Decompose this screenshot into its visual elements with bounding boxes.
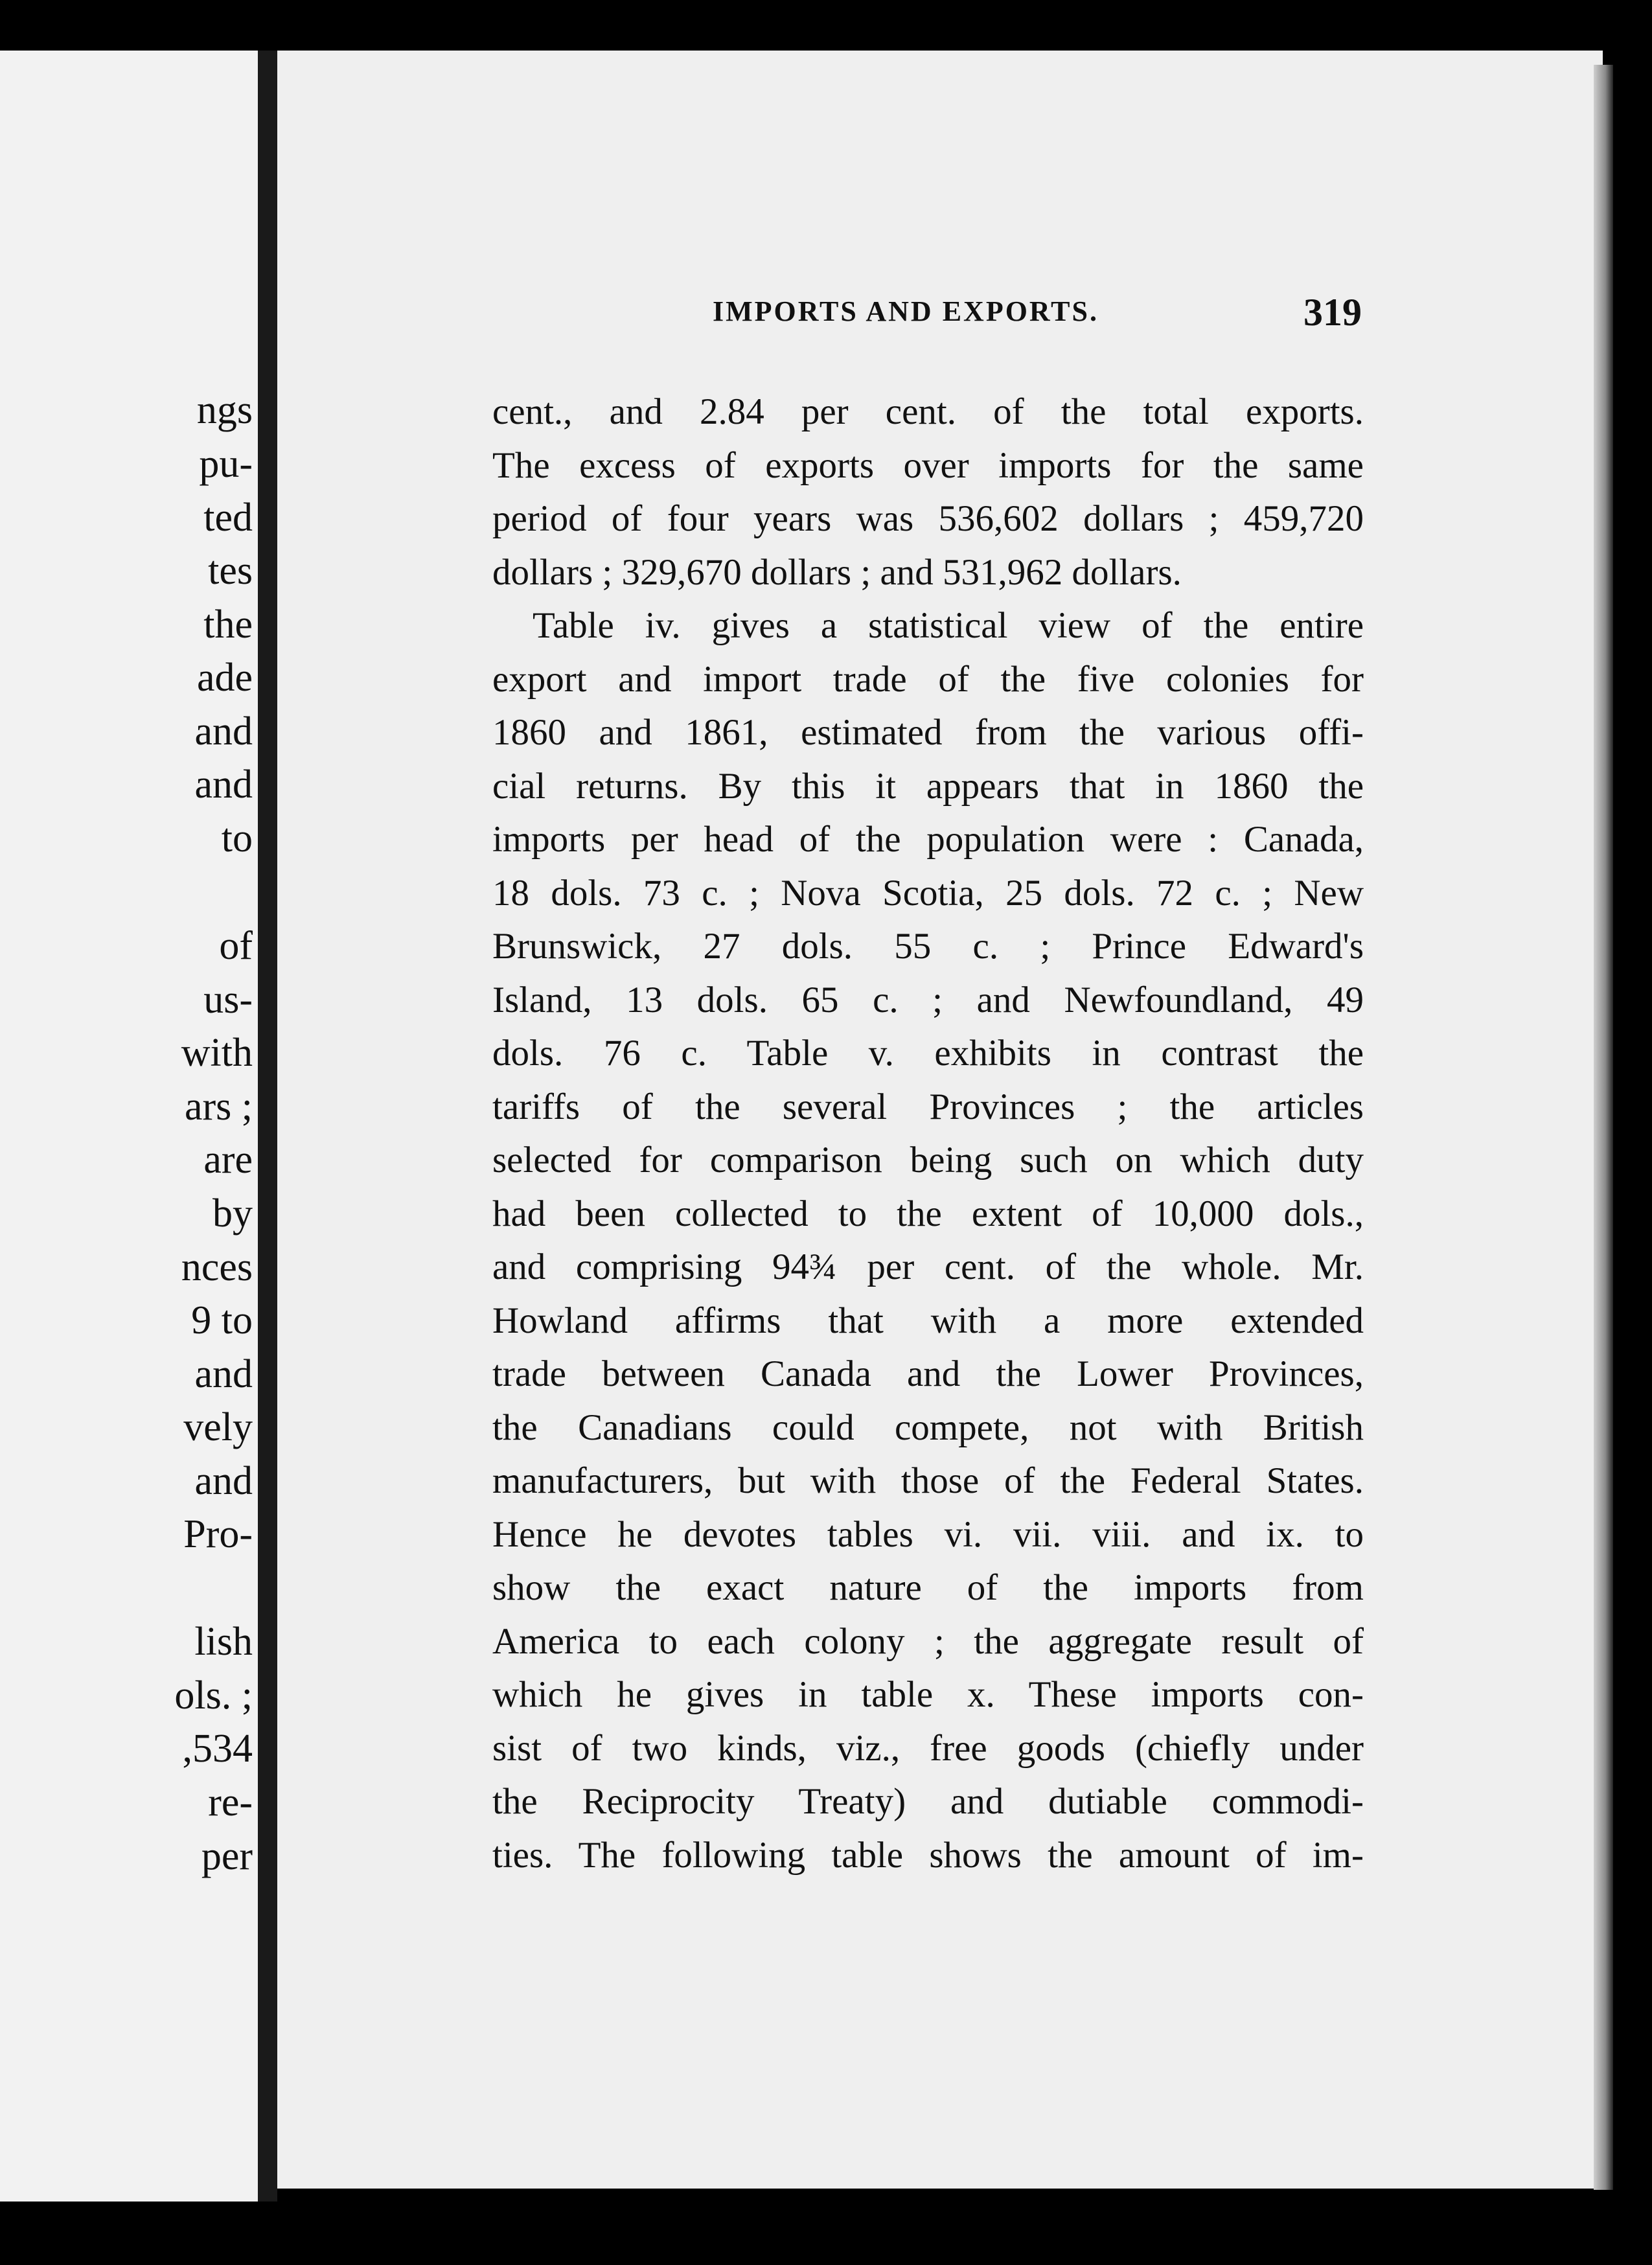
text-line: America to each colony ; the aggregate result of [492,1620,1364,1662]
text-line: dollars ; 329,670 dollars ; and 531,962 dollars. [492,551,1182,593]
book-gutter [258,51,277,2202]
page-edge-shadow [1594,65,1613,2190]
text-line: show the exact nature of the imports from [492,1567,1364,1608]
left-fragment: ngs [196,388,253,432]
left-fragment: ted [203,496,253,540]
body-text [492,385,1364,1882]
text-line: period of four years was 536,602 dollars ; 459,720 [492,498,1364,539]
left-fragment: and [194,1459,253,1503]
left-fragment: and [194,709,253,753]
text-line: Table iv. gives a statistical view of the entire [533,605,1364,646]
left-fragment: of [219,924,253,968]
text-line: Hence he devotes tables vi. vii. viii. and ix. to [492,1513,1364,1555]
left-fragment: the [203,603,253,647]
left-fragment: pu- [199,442,253,486]
paragraph [492,599,1364,1882]
text-line: which he gives in table x. These imports con- [492,1674,1364,1715]
text-line: 18 dols. 73 c. ; Nova Scotia, 25 dols. 72 c. ; New [492,872,1364,914]
text-line: Brunswick, 27 dols. 55 c. ; Prince Edward's [492,926,1364,967]
text-line: The excess of exports over imports for the same [492,444,1364,486]
left-fragment: ols. ; [174,1673,253,1718]
text-line: imports per head of the population were : Canada, [492,819,1364,860]
left-fragment: ars ; [184,1085,253,1129]
left-fragment: nces [181,1245,253,1289]
text-line: the Reciprocity Treaty) and dutiable commodi- [492,1781,1364,1822]
text-line: sist of two kinds, viz., free goods (chiefly under [492,1727,1364,1769]
text-line: cial returns. By this it appears that in 1860 the [492,765,1364,807]
text-line: trade between Canada and the Lower Provinces, [492,1353,1364,1394]
left-fragment: Pro- [183,1512,253,1556]
left-fragment: re- [208,1780,253,1824]
left-fragment: us- [203,978,253,1022]
text-line: selected for comparison being such on which duty [492,1140,1364,1180]
text-line: tariffs of the several Provinces ; the articles [492,1086,1364,1127]
left-fragment: to [221,816,253,860]
text-line: dols. 76 c. Table v. exhibits in contrast the [492,1033,1364,1074]
page-number: 319 [1303,291,1362,334]
left-fragment: ade [196,656,253,700]
left-fragment: lish [194,1620,253,1664]
text-line: the Canadians could compete, not with British [492,1407,1364,1448]
text-line: had been collected to the extent of 10,000 dols., [492,1193,1364,1234]
left-page [0,51,264,2202]
text-line: and comprising 94¾ per cent. of the whole. Mr. [492,1247,1364,1287]
left-fragment: tes [208,549,253,593]
left-fragment: vely [183,1405,253,1449]
text-line: manufacturers, but with those of the Federal States. [492,1460,1364,1501]
text-line: Howland affirms that with a more extended [492,1300,1364,1341]
left-fragment: per [201,1834,253,1878]
left-fragment: and [194,1352,253,1396]
left-fragment: 9 to [191,1298,253,1342]
left-fragment: with [181,1031,253,1075]
text-line: ties. The following table shows the amount of im- [492,1834,1364,1876]
paragraph [492,385,1364,599]
text-line: Island, 13 dols. 65 c. ; and Newfoundland, 49 [492,979,1364,1020]
text-line: cent., and 2.84 per cent. of the total exports. [492,391,1364,432]
left-fragment: are [203,1138,253,1182]
running-head: IMPORTS AND EXPORTS. [713,295,1099,327]
left-fragment: and [194,763,253,807]
text-line: 1860 and 1861, estimated from the various offi- [492,712,1364,753]
left-fragment: ,534 [182,1727,253,1771]
left-fragment: by [212,1191,253,1236]
text-line: export and import trade of the five colonies for [492,658,1364,700]
